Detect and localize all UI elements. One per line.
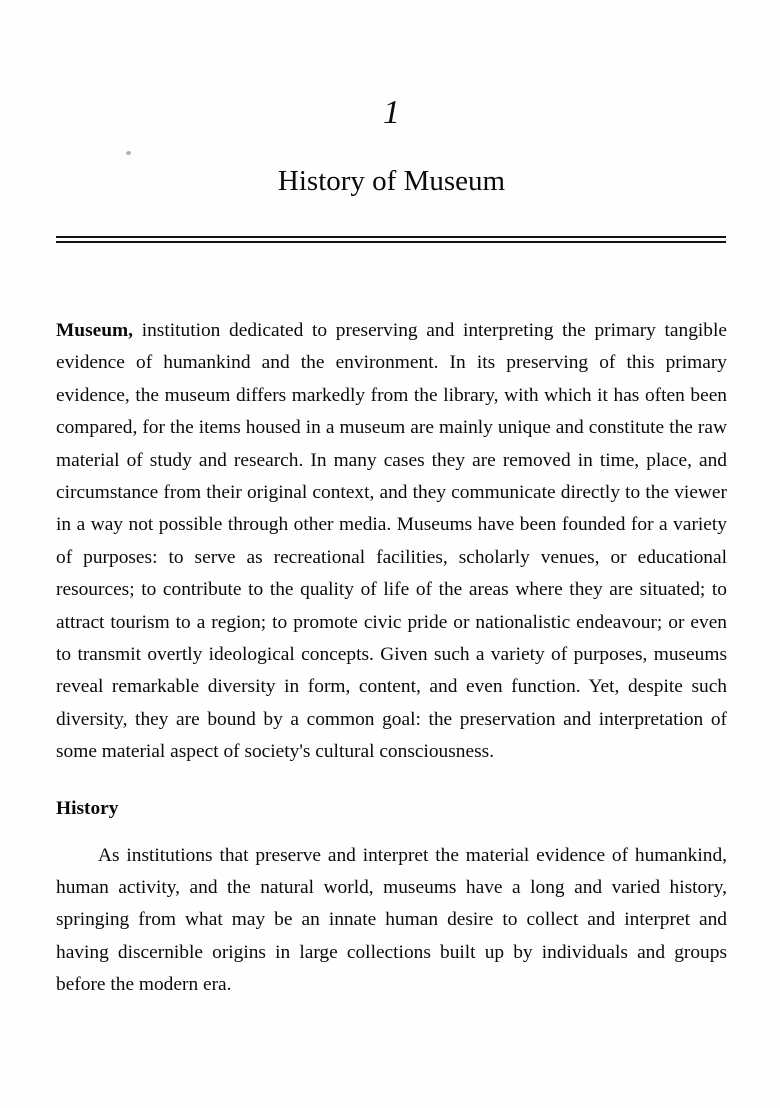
page-title: History of Museum (277, 165, 506, 197)
title-divider-rule (56, 236, 726, 243)
chapter-number: 1 (383, 94, 400, 131)
section-paragraph-history: As institutions that preserve and interpret the material evidence of humankind, human activity, and the natural world, museums have a long and varied history, springing from what may be an innate human desire to collect and interpret and having discernible origins in large collections built up by individuals and groups before the modern era. (56, 844, 727, 996)
lead-paragraph (56, 243, 727, 769)
section-heading-history: History (56, 797, 119, 819)
page-content (56, 0, 727, 1002)
lead-paragraph-text: institution dedicated to preserving and interpreting the primary tangible evidence of humankind and the environment. In its preserving of this primary evidence, the museum differs markedly from the library, with which it has often been compared, for the items housed in a museum are mainly unique and constitute the raw material of study and research. In many cases they are removed in time, place, and circumstance from their original context, and they communicate directly to the viewer in a way not possible through other media. Museums have been founded for a variety of purposes: to serve as recreational facilities, scholarly venues, or educational resources; to contribute to the quality of life of the areas where they are situated; to attract tourism to a region; to promote civic pride or nationalistic endeavour; or even to transmit overtly ideological concepts. Given such a variety of purposes, museums reveal remarkable diversity in form, content, and even function. Yet, despite such diversity, they are bound by a common goal: the preservation and interpretation of some material aspect of society's cultural consciousness. (56, 319, 727, 763)
lead-term: Museum, (56, 319, 134, 341)
